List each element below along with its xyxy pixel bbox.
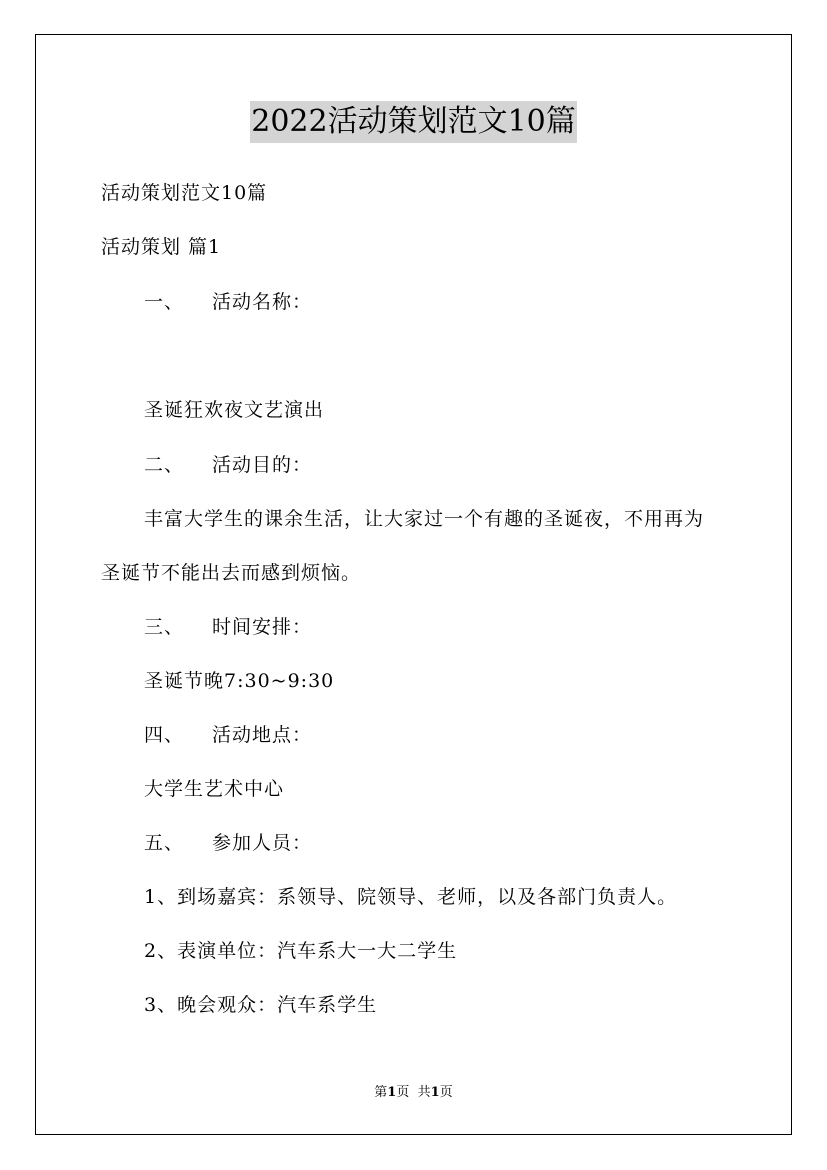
heading-participants <box>144 830 312 856</box>
heading-number: 四、 <box>144 724 185 746</box>
footer-total-number: 1 <box>430 1085 440 1100</box>
heading-label: 活动名称： <box>212 291 313 313</box>
location-text: 大学生艺术中心 <box>144 778 285 800</box>
participants-audience: 3、晚会观众：汽车系学生 <box>144 994 378 1016</box>
footer-total-prefix: 共 <box>417 1085 431 1100</box>
document-title-text: 2022活动策划范文10篇 <box>250 101 577 143</box>
document-subtitle: 活动策划范文10篇 <box>101 182 268 204</box>
heading-activity-name <box>144 289 312 315</box>
footer-page-suffix: 页 <box>396 1085 410 1100</box>
document-title <box>0 101 827 143</box>
heading-number: 一、 <box>144 291 185 313</box>
heading-number: 二、 <box>144 454 185 476</box>
footer-page-number: 1 <box>387 1085 397 1100</box>
heading-number: 三、 <box>144 616 185 638</box>
heading-label: 活动地点： <box>212 724 313 746</box>
footer-page-prefix: 第 <box>374 1085 388 1100</box>
heading-label: 参加人员： <box>212 832 313 854</box>
heading-schedule <box>144 614 312 640</box>
heading-number: 五、 <box>144 832 185 854</box>
heading-location <box>144 722 312 748</box>
page-footer <box>0 1084 827 1102</box>
activity-name-text: 圣诞狂欢夜文艺演出 <box>144 399 325 421</box>
purpose-text-line1: 丰富大学生的课余生活，让大家过一个有趣的圣诞夜，不用再为 <box>144 508 705 530</box>
heading-label: 活动目的： <box>212 454 313 476</box>
section-heading: 活动策划 篇1 <box>101 236 222 258</box>
participants-performers: 2、表演单位：汽车系大一大二学生 <box>144 940 458 962</box>
participants-guests: 1、到场嘉宾：系领导、院领导、老师，以及各部门负责人。 <box>144 886 678 908</box>
schedule-text: 圣诞节晚7:30~9:30 <box>144 670 335 692</box>
heading-label: 时间安排： <box>212 616 313 638</box>
heading-activity-purpose <box>144 452 312 478</box>
footer-total-suffix: 页 <box>439 1085 453 1100</box>
purpose-text-line2: 圣诞节不能出去而感到烦恼。 <box>101 562 362 584</box>
